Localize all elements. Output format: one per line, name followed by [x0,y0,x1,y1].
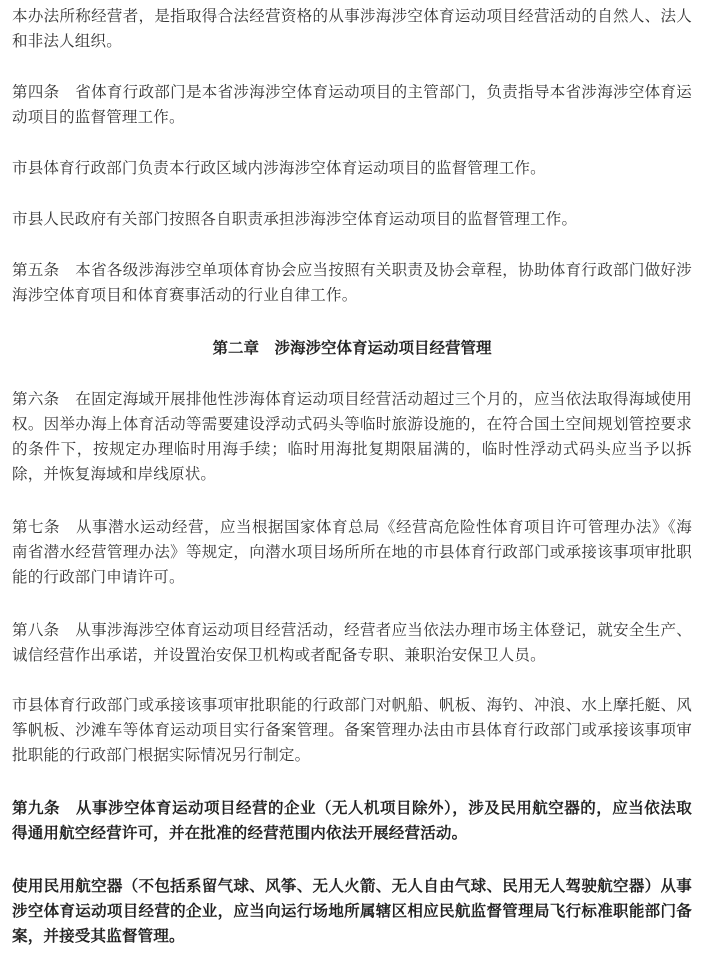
paragraph-article-8: 第八条 从事涉海涉空体育运动项目经营活动，经营者应当依法办理市场主体登记，就安全生产、诚信经营作出承诺，并设置治安保卫机构或者配备专职、兼职治安保卫人员。 [12,621,692,664]
paragraph-filing-management: 市县体育行政部门或承接该事项审批职能的行政部门对帆船、帆板、海钓、冲浪、水上摩托艇、风筝帆板、沙滩车等体育运动项目实行备案管理。备案管理办法由市县体育行政部门或承接该事项审批职能的行政部门根据实际情况另行制定。 [12,696,692,764]
paragraph-article-6: 第六条 在固定海域开展排他性涉海体育运动项目经营活动超过三个月的，应当依法取得海域使用权。因举办海上体育活动等需要建设浮动式码头等临时旅游设施的，在符合国土空间规划管控要求的条件下，按规定办理临时用海手续；临时用海批复期限届满的，临时性浮动式码头应当予以拆除，并恢复海域和岸线原状。 [12,390,692,483]
chapter-heading: 第二章 涉海涉空体育运动项目经营管理 [212,339,492,357]
paragraph-operator-definition: 本办法所称经营者，是指取得合法经营资格的从事涉海涉空体育运动项目经营活动的自然人、法人和非法人组织。 [12,7,692,50]
paragraph-article-7: 第七条 从事潜水运动经营，应当根据国家体育总局《经营高危险性体育项目许可管理办法》《海南省潜水经营管理办法》等规定，向潜水项目场所所在地的市县体育行政部门或承接该事项审批职能的行政部门申请许可。 [12,518,692,586]
paragraph-county-sports-dept: 市县体育行政部门负责本行政区域内涉海涉空体育运动项目的监督管理工作。 [12,159,546,177]
paragraph-article-5: 第五条 本省各级涉海涉空单项体育协会应当按照有关职责及协会章程，协助体育行政部门做好涉海涉空体育项目和体育赛事活动的行业自律工作。 [12,261,692,304]
paragraph-county-government: 市县人民政府有关部门按照各自职责承担涉海涉空体育运动项目的监督管理工作。 [12,210,578,228]
paragraph-article-9: 第九条 从事涉空体育运动项目经营的企业（无人机项目除外），涉及民用航空器的，应当依法取得通用航空经营许可，并在批准的经营范围内依法开展经营活动。 [12,799,692,842]
paragraph-article-4: 第四条 省体育行政部门是本省涉海涉空体育运动项目的主管部门，负责指导本省涉海涉空体育运动项目的监督管理工作。 [12,83,692,126]
paragraph-civil-aircraft: 使用民用航空器（不包括系留气球、风筝、无人火箭、无人自由气球、民用无人驾驶航空器）从事涉空体育运动项目经营的企业，应当向运行场地所属辖区相应民航监督管理局飞行标准职能部门备案，并接受其监督管理。 [12,877,692,945]
